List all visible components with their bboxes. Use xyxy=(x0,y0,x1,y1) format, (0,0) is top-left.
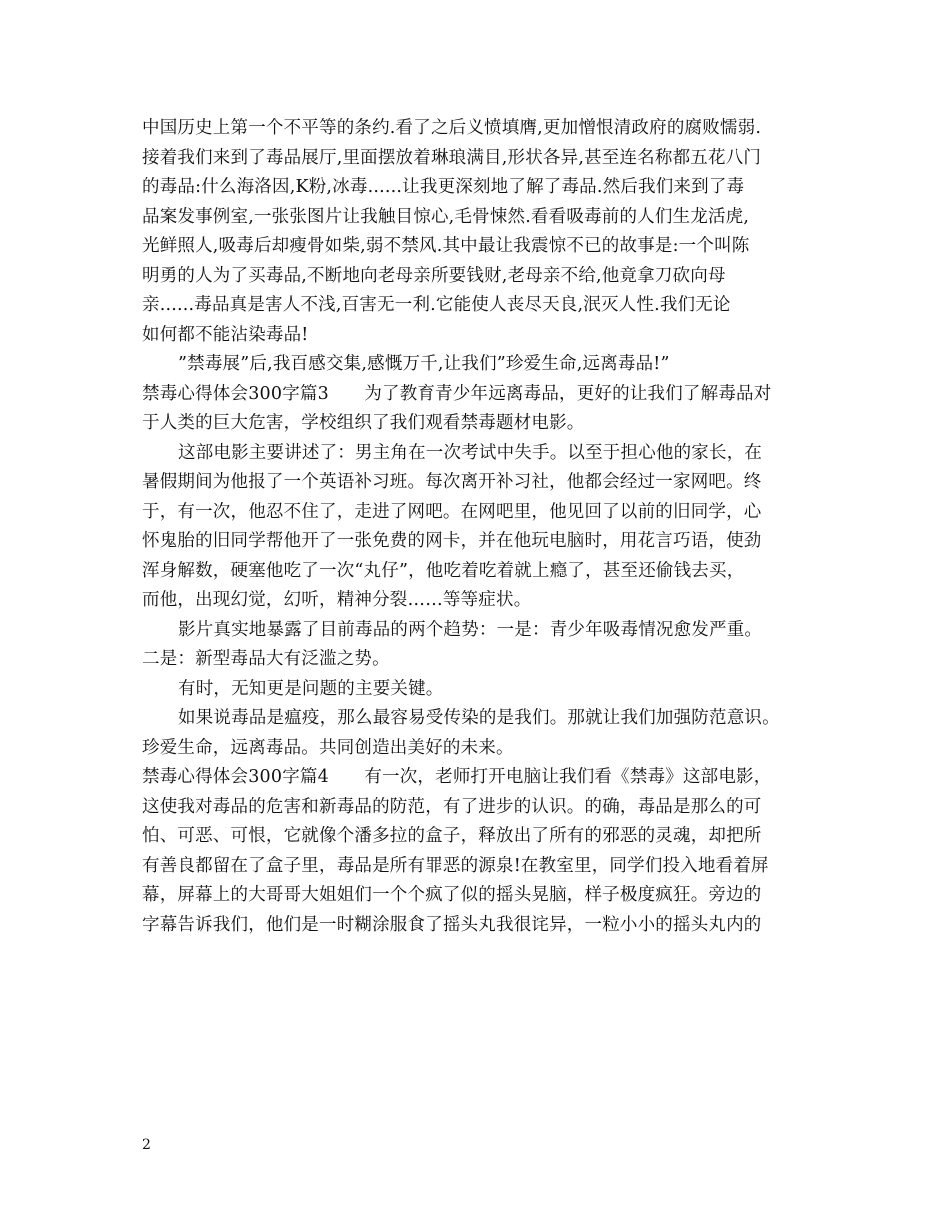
text-line: 明勇的人为了买毒品,不断地向老母亲所要钱财,老母亲不给,他竟拿刀砍向母 xyxy=(142,265,726,286)
text-line: 怕、可恶、可恨，它就像个潘多拉的盒子，释放出了所有的邪恶的灵魂，却把所 xyxy=(142,826,762,846)
document-body xyxy=(142,114,810,940)
text-line: 于人类的巨大危害，学校组织了我们观看禁毒题材电影。 xyxy=(142,413,585,433)
text-line: 有时，无知更是问题的主要关键。 xyxy=(178,678,444,699)
text-line: 这部电影主要讲述了：男主角在一次考试中失手。以至于担心他的家长，在 xyxy=(178,442,763,463)
text-line: 接着我们来到了毒品展厅,里面摆放着琳琅满目,形状各异,甚至连名称都五花八门 xyxy=(142,147,762,168)
text-line: 而他，出现幻觉，幻听，精神分裂……等等症状。 xyxy=(142,590,532,610)
text-line: 亲......毒品真是害人不浅,百害无一利.它能使人丧尽天良,泯灭人性.我们无论 xyxy=(142,295,731,315)
text-line: 浑身解数，硬塞他吃了一次“丸仔”，他吃着吃着就上瘾了，甚至还偷钱去买， xyxy=(142,560,745,581)
text-line: 禁毒心得体会300字篇4 有一次，老师打开电脑让我们看《禁毒》这部电影， xyxy=(142,767,772,787)
page-number: 2 xyxy=(142,1137,151,1153)
text-line: 于，有一次，他忍不住了，走进了网吧。在网吧里，他见回了以前的旧同学，心 xyxy=(142,501,762,522)
text-line: 光鲜照人,吸毒后却瘦骨如柴,弱不禁风.其中最让我震惊不已的故事是:一个叫陈 xyxy=(142,236,750,256)
text-line: 中国历史上第一个不平等的条约.看了之后义愤填膺,更加憎恨清政府的腐败懦弱. xyxy=(142,118,762,138)
text-line: 有善良都留在了盒子里，毒品是所有罪恶的源泉!在教室里，同学们投入地看着屏 xyxy=(142,855,769,876)
text-line: 字幕告诉我们，他们是一时糊涂服食了摇头丸我很诧异，一粒小小的摇头丸内的 xyxy=(142,914,762,935)
text-line: 如何都不能沾染毒品! xyxy=(142,324,309,345)
text-line: 这使我对毒品的危害和新毒品的防范，有了进步的认识。的确，毒品是那么的可 xyxy=(142,796,762,817)
text-line: ”禁毒展”后,我百感交集,感慨万千,让我们”珍爱生命,远离毒品!” xyxy=(178,354,670,374)
text-line: 暑假期间为他报了一个英语补习班。每次离开补习社，他都会经过一家网吧。终 xyxy=(142,472,762,492)
text-line: 二是：新型毒品大有泛滥之势。 xyxy=(142,649,390,669)
text-line: 品案发事例室,一张张图片让我触目惊心,毛骨悚然.看看吸毒前的人们生龙活虎, xyxy=(142,206,750,227)
text-line: 珍爱生命，远离毒品。共同创造出美好的未来。 xyxy=(142,737,514,758)
text-line: 影片真实地暴露了目前毒品的两个趋势：一是：青少年吸毒情况愈发严重。 xyxy=(178,619,763,640)
text-line: 如果说毒品是瘟疫，那么最容易受传染的是我们。那就让我们加强防范意识。 xyxy=(178,708,780,728)
text-line: 怀鬼胎的旧同学帮他开了一张免费的网卡，并在他玩电脑时，用花言巧语，使劲 xyxy=(142,531,762,551)
text-line: 的毒品:什么海洛因,K粉,冰毒......让我更深刻地了解了毒品.然后我们来到了毒 xyxy=(142,177,745,197)
text-line: 幕，屏幕上的大哥哥大姐姐们一个个疯了似的摇头晃脑，样子极度疯狂。旁边的 xyxy=(142,885,762,905)
text-line: 禁毒心得体会300字篇3 为了教育青少年远离毒品，更好的让我们了解毒品对 xyxy=(142,383,772,404)
